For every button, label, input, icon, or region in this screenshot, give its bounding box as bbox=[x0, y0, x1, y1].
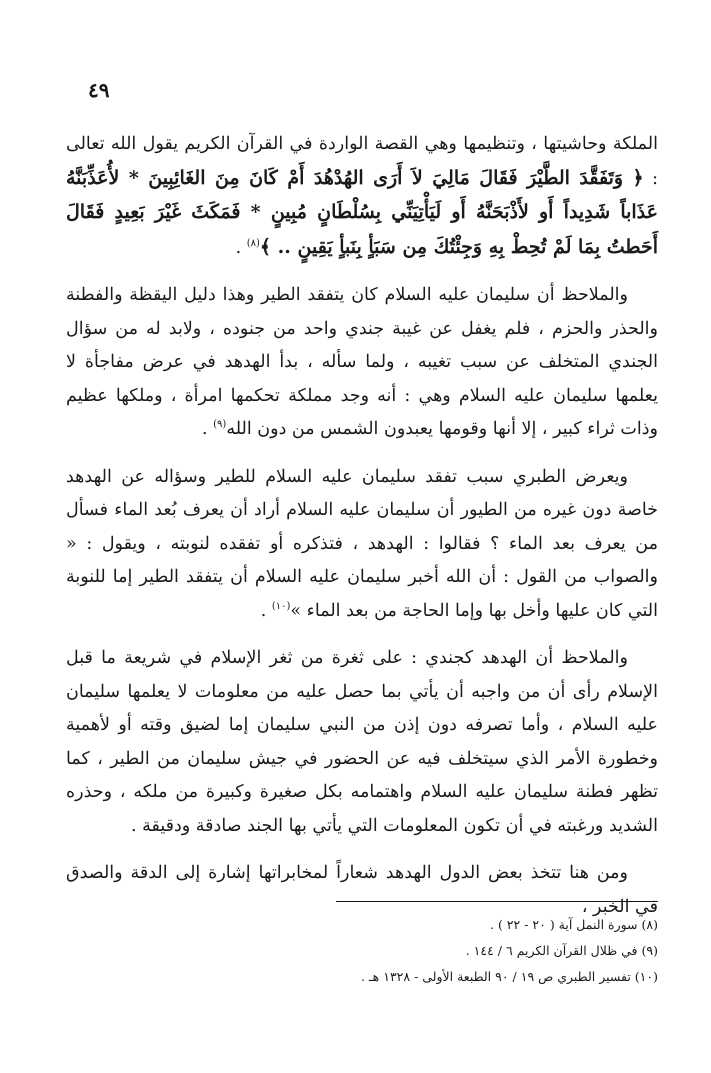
body-text bbox=[66, 128, 658, 924]
paragraph-quran-citation: الملكة وحاشيتها ، وتنظيمها وهي القصة الواردة في القرآن الكريم يقول الله تعالى : ﴿ وَتَفَقَّدَ الطَّيْرَ فَقَالَ مَالِيَ لاَ أَرَى الهُدْهُدَ أَمْ كَانَ مِنَ الغَائِبِينَ * لأُعَذِّبَنَّهُ عَذَاباً شَدِيداً أَو لأَذْبَحَنَّهُ أَو لَيَأْتِيَنِّي بِسُلْطَانٍ مُبِينٍ * فَمَكَثَ غَيْرَ بَعِيدٍ فَقَالَ أَحَطتُ بِمَا لَمْ تُحِطْ بِهِ وَجِئْتُكَ مِن سَبَأٍ بِنَبأٍ يَقِينٍ .. ﴾$^{(٨)}$ . bbox=[66, 134, 658, 258]
paragraph-intro: الملكة وحاشيتها ، وتنظيمها وهي القصة الواردة في القرآن الكريم يقول الله تعالى : bbox=[66, 134, 658, 189]
footnote-ref: (٩) bbox=[213, 419, 227, 431]
paragraph-text: ومن هنا تتخذ بعض الدول الهدهد شعاراً لمخابراتها إشارة إلى الدقة والصدق في الخبر ، bbox=[66, 863, 658, 917]
footnote-ref: (٨) bbox=[246, 237, 260, 249]
footnote: (٨) سورة النمل آية ( ٢٠ - ٢٢ ) . bbox=[490, 917, 658, 932]
page-number: ٤٩ bbox=[88, 78, 110, 102]
paragraph: ويعرض الطبري سبب تفقد سليمان عليه السلام للطير وسؤاله عن الهدهد خاصة دون غيره من الطيور أن سليمان عليه السلام أراد أن يعرف بُعد الماء فسأل من يعرف بعد الماء ؟ فقالوا : الهدهد ، فتذكره أو تفقده لنوبته ، ويقول : « والصواب من القول : أن الله أخبر سليمان عليه السلام أن يتفقد الطير إما للنوبة التي كان عليها وأخل بها وإما الحاجة من بعد الماء »$^{(١٠)}$ . bbox=[66, 466, 658, 621]
paragraph: والملاحظ أن سليمان عليه السلام كان يتفقد الطير وهذا دليل اليقظة والفطنة والحذر والحزم ، فلم يغفل عن غيبة جندي واحد من جنوده ، ولابد له من سؤال الجندي المتخلف عن سبب تغيبه ، ولما سأله ، بدأ الهدهد في عرض مفاجأة لا يعلمها سليمان عليه السلام وهي : أنه وجد مملكة تحكمها امرأة ، وملكها عظيم وذات ثراء كبير ، إلا أنها وقومها يعبدون الشمس من دون الله$^{(٩)}$ . bbox=[66, 285, 658, 439]
paragraph-text: والملاحظ أن سليمان عليه السلام كان يتفقد الطير وهذا دليل اليقظة والفطنة والحذر والحزم ، فلم يغفل عن غيبة جندي واحد من جنوده ، ولابد له من سؤال الجندي المتخلف عن سبب تغيبه ، ولما سأله ، بدأ الهدهد في عرض مفاجأة لا يعلمها سليمان عليه السلام وهي : أنه وجد مملكة تحكمها امرأة ، وملكها عظيم وذات ثراء كبير ، إلا أنها وقومها يعبدون الشمس من دون الله bbox=[66, 285, 658, 439]
paragraph bbox=[66, 642, 658, 843]
footnote: (١٠) تفسير الطبري ص ١٩ / ٩٠ الطبعة الأولى - ١٣٢٨ هـ . bbox=[361, 969, 658, 984]
footnote-divider bbox=[336, 901, 658, 902]
paragraph-text: والملاحظ أن الهدهد كجندي : على ثغرة من ثغر الإسلام في شريعة ما قبل الإسلام رأى أن من واجبه أن يأتي بما حصل عليه من معلومات لا يعلمها سليمان عليه السلام ، وأما تصرفه دون إذن من النبي سليمان إما لضيق وقته أو لأهمية وخطورة الأمر الذي سيتخلف فيه عن الحضور في جيش سليمان من الطير ، كما تظهر فطنة سليمان عليه السلام واهتمامه بكل صغيرة وكبيرة من ملكه ، وحذره الشديد ورغبته في أن تكون المعلومات التي يأتي بها الجند صادقة ودقيقة . bbox=[66, 648, 658, 836]
quran-verse: ﴿ وَتَفَقَّدَ الطَّيْرَ فَقَالَ مَالِيَ لاَ أَرَى الهُدْهُدَ أَمْ كَانَ مِنَ الغَائِبِينَ * لأُعَذِّبَنَّهُ عَذَاباً شَدِيداً أَو لأَذْبَحَنَّهُ أَو لَيَأْتِيَنِّي بِسُلْطَانٍ مُبِينٍ * فَمَكَثَ غَيْرَ بَعِيدٍ فَقَالَ أَحَطتُ بِمَا لَمْ تُحِطْ بِهِ وَجِئْتُكَ مِن سَبَأٍ بِنَبأٍ يَقِينٍ .. ﴾ bbox=[66, 166, 658, 258]
footnotes bbox=[66, 912, 658, 990]
footnote-ref: (١٠) bbox=[271, 600, 291, 612]
footnote: (٩) في ظلال القرآن الكريم ٦ / ١٤٤ . bbox=[465, 943, 658, 958]
paragraph-text: ويعرض الطبري سبب تفقد سليمان عليه السلام للطير وسؤاله عن الهدهد خاصة دون غيره من الطيور أن سليمان عليه السلام أراد أن يعرف بُعد الماء فسأل من يعرف بعد الماء ؟ فقالوا : الهدهد ، فتذكره أو تفقده لنوبته ، ويقول : « والصواب من القول : أن الله أخبر سليمان عليه السلام أن يتفقد الطير إما للنوبة التي كان عليها وأخل بها وإما الحاجة من بعد الماء » bbox=[66, 466, 658, 621]
